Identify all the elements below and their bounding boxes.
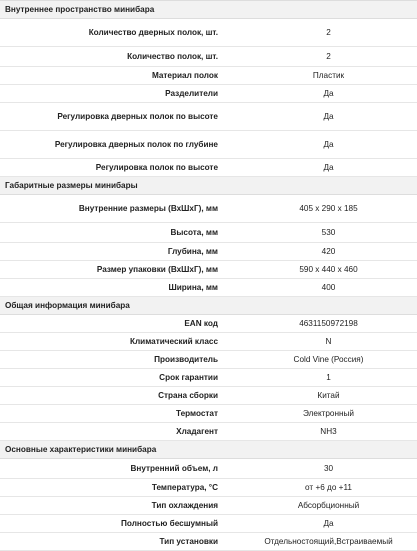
spec-row bbox=[0, 103, 417, 131]
spec-label: Термостат bbox=[0, 405, 240, 423]
spec-value: Cold Vine (Россия) bbox=[240, 351, 417, 369]
spec-label: Производитель bbox=[0, 351, 240, 369]
spec-value: 530 bbox=[240, 223, 417, 243]
spec-label: Разделители bbox=[0, 85, 240, 103]
spec-label: Полностью бесшумный bbox=[0, 515, 240, 533]
section-title: Внутреннее пространство минибара bbox=[0, 1, 417, 19]
spec-row bbox=[0, 387, 417, 405]
spec-value: 420 bbox=[240, 243, 417, 261]
spec-label: Регулировка полок по высоте bbox=[0, 159, 240, 177]
spec-value: от +6 до +11 bbox=[240, 479, 417, 497]
spec-row bbox=[0, 369, 417, 387]
spec-label: EAN код bbox=[0, 315, 240, 333]
spec-row bbox=[0, 243, 417, 261]
spec-row bbox=[0, 195, 417, 223]
spec-value: Да bbox=[240, 103, 417, 131]
spec-row bbox=[0, 47, 417, 67]
spec-label: Страна сборки bbox=[0, 387, 240, 405]
spec-value: 590 x 440 x 460 bbox=[240, 261, 417, 279]
spec-value: NH3 bbox=[240, 423, 417, 441]
spec-row bbox=[0, 279, 417, 297]
spec-value: Да bbox=[240, 515, 417, 533]
spec-row bbox=[0, 333, 417, 351]
spec-value: Абсорбционный bbox=[240, 497, 417, 515]
spec-value: 1 bbox=[240, 369, 417, 387]
section-title: Общая информация минибара bbox=[0, 297, 417, 315]
spec-row bbox=[0, 85, 417, 103]
spec-row bbox=[0, 515, 417, 533]
spec-row bbox=[0, 223, 417, 243]
spec-row bbox=[0, 131, 417, 159]
spec-label: Внутренние размеры (ВхШхГ), мм bbox=[0, 195, 240, 223]
section-header bbox=[0, 1, 417, 19]
spec-row bbox=[0, 67, 417, 85]
section-title: Габаритные размеры минибары bbox=[0, 177, 417, 195]
spec-label: Хладагент bbox=[0, 423, 240, 441]
spec-label: Глубина, мм bbox=[0, 243, 240, 261]
spec-value: Да bbox=[240, 85, 417, 103]
section-header bbox=[0, 441, 417, 459]
spec-label: Регулировка дверных полок по глубине bbox=[0, 131, 240, 159]
spec-label: Тип установки bbox=[0, 533, 240, 551]
spec-row bbox=[0, 159, 417, 177]
spec-value: Да bbox=[240, 159, 417, 177]
spec-label: Ширина, мм bbox=[0, 279, 240, 297]
spec-row bbox=[0, 261, 417, 279]
spec-row bbox=[0, 423, 417, 441]
section-title: Основные характеристики минибара bbox=[0, 441, 417, 459]
spec-label: Внутренний объем, л bbox=[0, 459, 240, 479]
spec-label: Температура, °С bbox=[0, 479, 240, 497]
spec-value: Да bbox=[240, 131, 417, 159]
spec-label: Высота, мм bbox=[0, 223, 240, 243]
spec-value: Электронный bbox=[240, 405, 417, 423]
spec-value: N bbox=[240, 333, 417, 351]
spec-label: Количество полок, шт. bbox=[0, 47, 240, 67]
spec-value: 4631150972198 bbox=[240, 315, 417, 333]
spec-row bbox=[0, 351, 417, 369]
spec-row bbox=[0, 405, 417, 423]
spec-row bbox=[0, 19, 417, 47]
spec-value: 2 bbox=[240, 19, 417, 47]
spec-value: 405 x 290 x 185 bbox=[240, 195, 417, 223]
spec-label: Материал полок bbox=[0, 67, 240, 85]
spec-row bbox=[0, 533, 417, 551]
spec-label: Климатический класс bbox=[0, 333, 240, 351]
section-header bbox=[0, 177, 417, 195]
spec-value: 30 bbox=[240, 459, 417, 479]
spec-row bbox=[0, 497, 417, 515]
spec-value: Пластик bbox=[240, 67, 417, 85]
spec-row bbox=[0, 315, 417, 333]
spec-value: 2 bbox=[240, 47, 417, 67]
spec-label: Регулировка дверных полок по высоте bbox=[0, 103, 240, 131]
section-header bbox=[0, 297, 417, 315]
spec-row bbox=[0, 459, 417, 479]
spec-value: Отдельностоящий,Встраиваемый bbox=[240, 533, 417, 551]
spec-row bbox=[0, 479, 417, 497]
spec-value: 400 bbox=[240, 279, 417, 297]
spec-label: Количество дверных полок, шт. bbox=[0, 19, 240, 47]
spec-value: Китай bbox=[240, 387, 417, 405]
spec-label: Размер упаковки (ВхШхГ), мм bbox=[0, 261, 240, 279]
spec-label: Тип охлаждения bbox=[0, 497, 240, 515]
spec-label: Срок гарантии bbox=[0, 369, 240, 387]
